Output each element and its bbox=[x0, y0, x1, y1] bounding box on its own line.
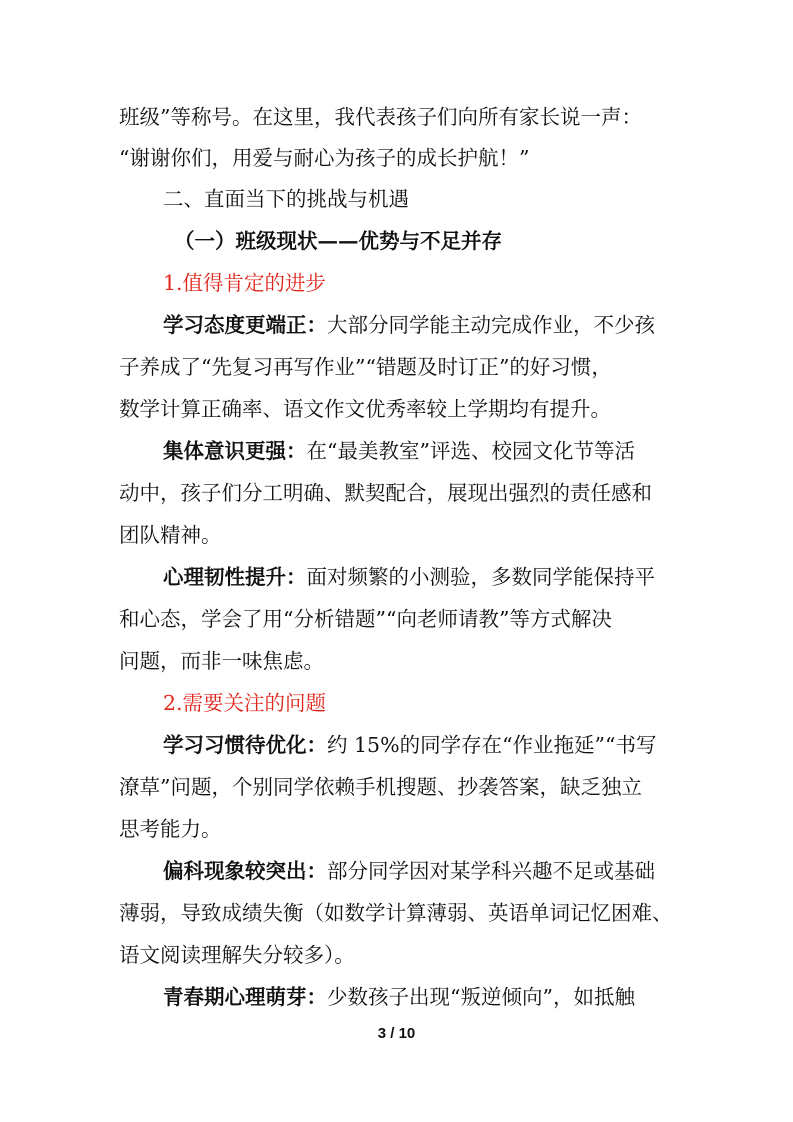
paragraph-line: 问题，而非一味焦虑。 bbox=[119, 649, 324, 673]
point-heading-issues: 2.需要关注的问题 bbox=[163, 691, 327, 715]
paragraph-line bbox=[163, 310, 655, 340]
paragraph-label: 青春期心理萌芽： bbox=[163, 985, 327, 1009]
paragraph-text: 约 15%的同学存在“作业拖延”“书写 bbox=[327, 733, 657, 757]
paragraph-label: 偏科现象较突出： bbox=[163, 859, 327, 883]
paragraph-label: 学习习惯待优化： bbox=[163, 733, 327, 757]
paragraph-line: 潦草”问题，个别同学依赖手机搜题、抄袭答案，缺乏独立 bbox=[119, 775, 642, 799]
paragraph-line: 和心态，学会了用“分析错题”“向老师请教”等方式解决 bbox=[119, 607, 612, 631]
point-heading-progress: 1.值得肯定的进步 bbox=[163, 271, 327, 295]
page-number: 3 / 10 bbox=[377, 1025, 416, 1042]
paragraph-line bbox=[163, 856, 655, 886]
paragraph-line: 薄弱，导致成绩失衡（如数学计算薄弱、英语单词记忆困难、 bbox=[119, 901, 673, 925]
paragraph-line: 团队精神。 bbox=[119, 523, 222, 547]
paragraph-line: 动中，孩子们分工明确、默契配合，展现出强烈的责任感和 bbox=[119, 481, 652, 505]
paragraph-line bbox=[163, 730, 657, 760]
paragraph-line: “谢谢你们，用爱与耐心为孩子的成长护航！” bbox=[119, 146, 530, 170]
paragraph-line: 班级”等称号。在这里，我代表孩子们向所有家长说一声： bbox=[119, 105, 642, 129]
paragraph-line: 思考能力。 bbox=[119, 817, 222, 841]
paragraph-label: 心理韧性提升： bbox=[163, 565, 307, 589]
paragraph-line bbox=[163, 982, 635, 1012]
paragraph-line: 子养成了“先复习再写作业”“错题及时订正”的好习惯， bbox=[119, 355, 612, 379]
paragraph-label: 集体意识更强： bbox=[163, 439, 307, 463]
paragraph-line bbox=[163, 436, 635, 466]
paragraph-text: 在“最美教室”评选、校园文化节等活 bbox=[306, 439, 635, 463]
paragraph-text: 少数孩子出现“叛逆倾向”，如抵触 bbox=[327, 985, 635, 1009]
paragraph-text: 部分同学因对某学科兴趣不足或基础 bbox=[327, 859, 655, 883]
paragraph-text: 大部分同学能主动完成作业，不少孩 bbox=[327, 313, 655, 337]
section-heading: 二、直面当下的挑战与机遇 bbox=[163, 187, 409, 211]
subsection-heading: （一）班级现状——优势与不足并存 bbox=[174, 229, 502, 253]
paragraph-line bbox=[163, 562, 655, 592]
paragraph-label: 学习态度更端正： bbox=[163, 313, 327, 337]
paragraph-text: 面对频繁的小测验，多数同学能保持平 bbox=[306, 565, 655, 589]
paragraph-line: 数学计算正确率、语文作文优秀率较上学期均有提升。 bbox=[119, 397, 611, 421]
paragraph-line: 语文阅读理解失分较多）。 bbox=[119, 943, 355, 967]
